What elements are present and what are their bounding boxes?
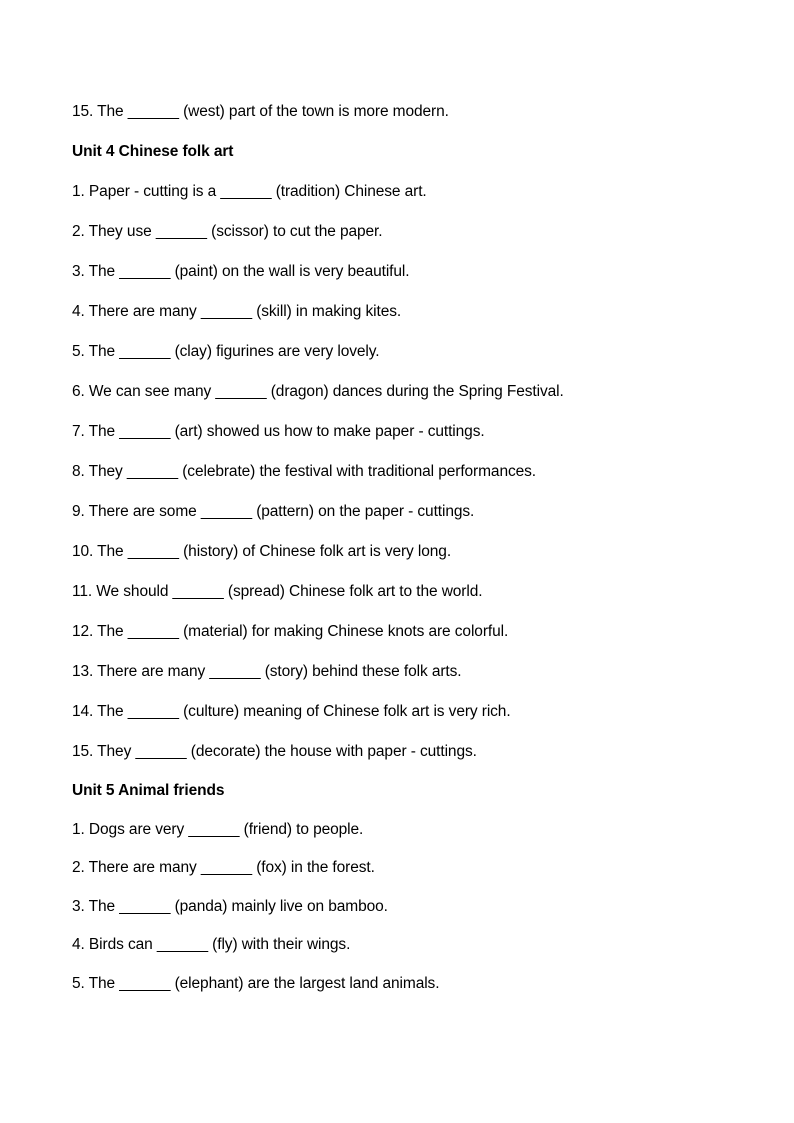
unit-heading: Unit 4 Chinese folk art [72, 143, 234, 160]
exercise-line: 3. The ______ (panda) mainly live on bamboo. [72, 898, 388, 915]
exercise-line: 15. They ______ (decorate) the house with paper - cuttings. [72, 743, 477, 760]
exercise-line: 7. The ______ (art) showed us how to make paper - cuttings. [72, 423, 485, 440]
exercise-line: 8. They ______ (celebrate) the festival with traditional performances. [72, 463, 536, 480]
unit-heading: Unit 5 Animal friends [72, 782, 225, 799]
exercise-line: 1. Dogs are very ______ (friend) to people. [72, 821, 364, 838]
exercise-line: 1. Paper - cutting is a ______ (tradition) Chinese art. [72, 183, 427, 200]
exercise-line: 12. The ______ (material) for making Chinese knots are colorful. [72, 623, 509, 640]
exercise-line: 9. There are some ______ (pattern) on the paper - cuttings. [72, 503, 475, 520]
exercise-line: 2. There are many ______ (fox) in the forest. [72, 859, 375, 876]
exercise-line: 11. We should ______ (spread) Chinese folk art to the world. [72, 583, 483, 600]
exercise-line: 4. Birds can ______ (fly) with their wings. [72, 936, 351, 953]
exercise-line: 5. The ______ (elephant) are the largest land animals. [72, 975, 440, 992]
exercise-line: 10. The ______ (history) of Chinese folk art is very long. [72, 543, 452, 560]
exercise-line: 6. We can see many ______ (dragon) dances during the Spring Festival. [72, 383, 564, 400]
exercise-line: 15. The ______ (west) part of the town is more modern. [72, 103, 449, 120]
exercise-line: 2. They use ______ (scissor) to cut the paper. [72, 223, 383, 240]
exercise-line: 5. The ______ (clay) figurines are very lovely. [72, 343, 380, 360]
exercise-line: 4. There are many ______ (skill) in making kites. [72, 303, 402, 320]
exercise-line: 13. There are many ______ (story) behind these folk arts. [72, 663, 462, 680]
exercise-line: 3. The ______ (paint) on the wall is very beautiful. [72, 263, 410, 280]
exercise-line: 14. The ______ (culture) meaning of Chinese folk art is very rich. [72, 703, 511, 720]
